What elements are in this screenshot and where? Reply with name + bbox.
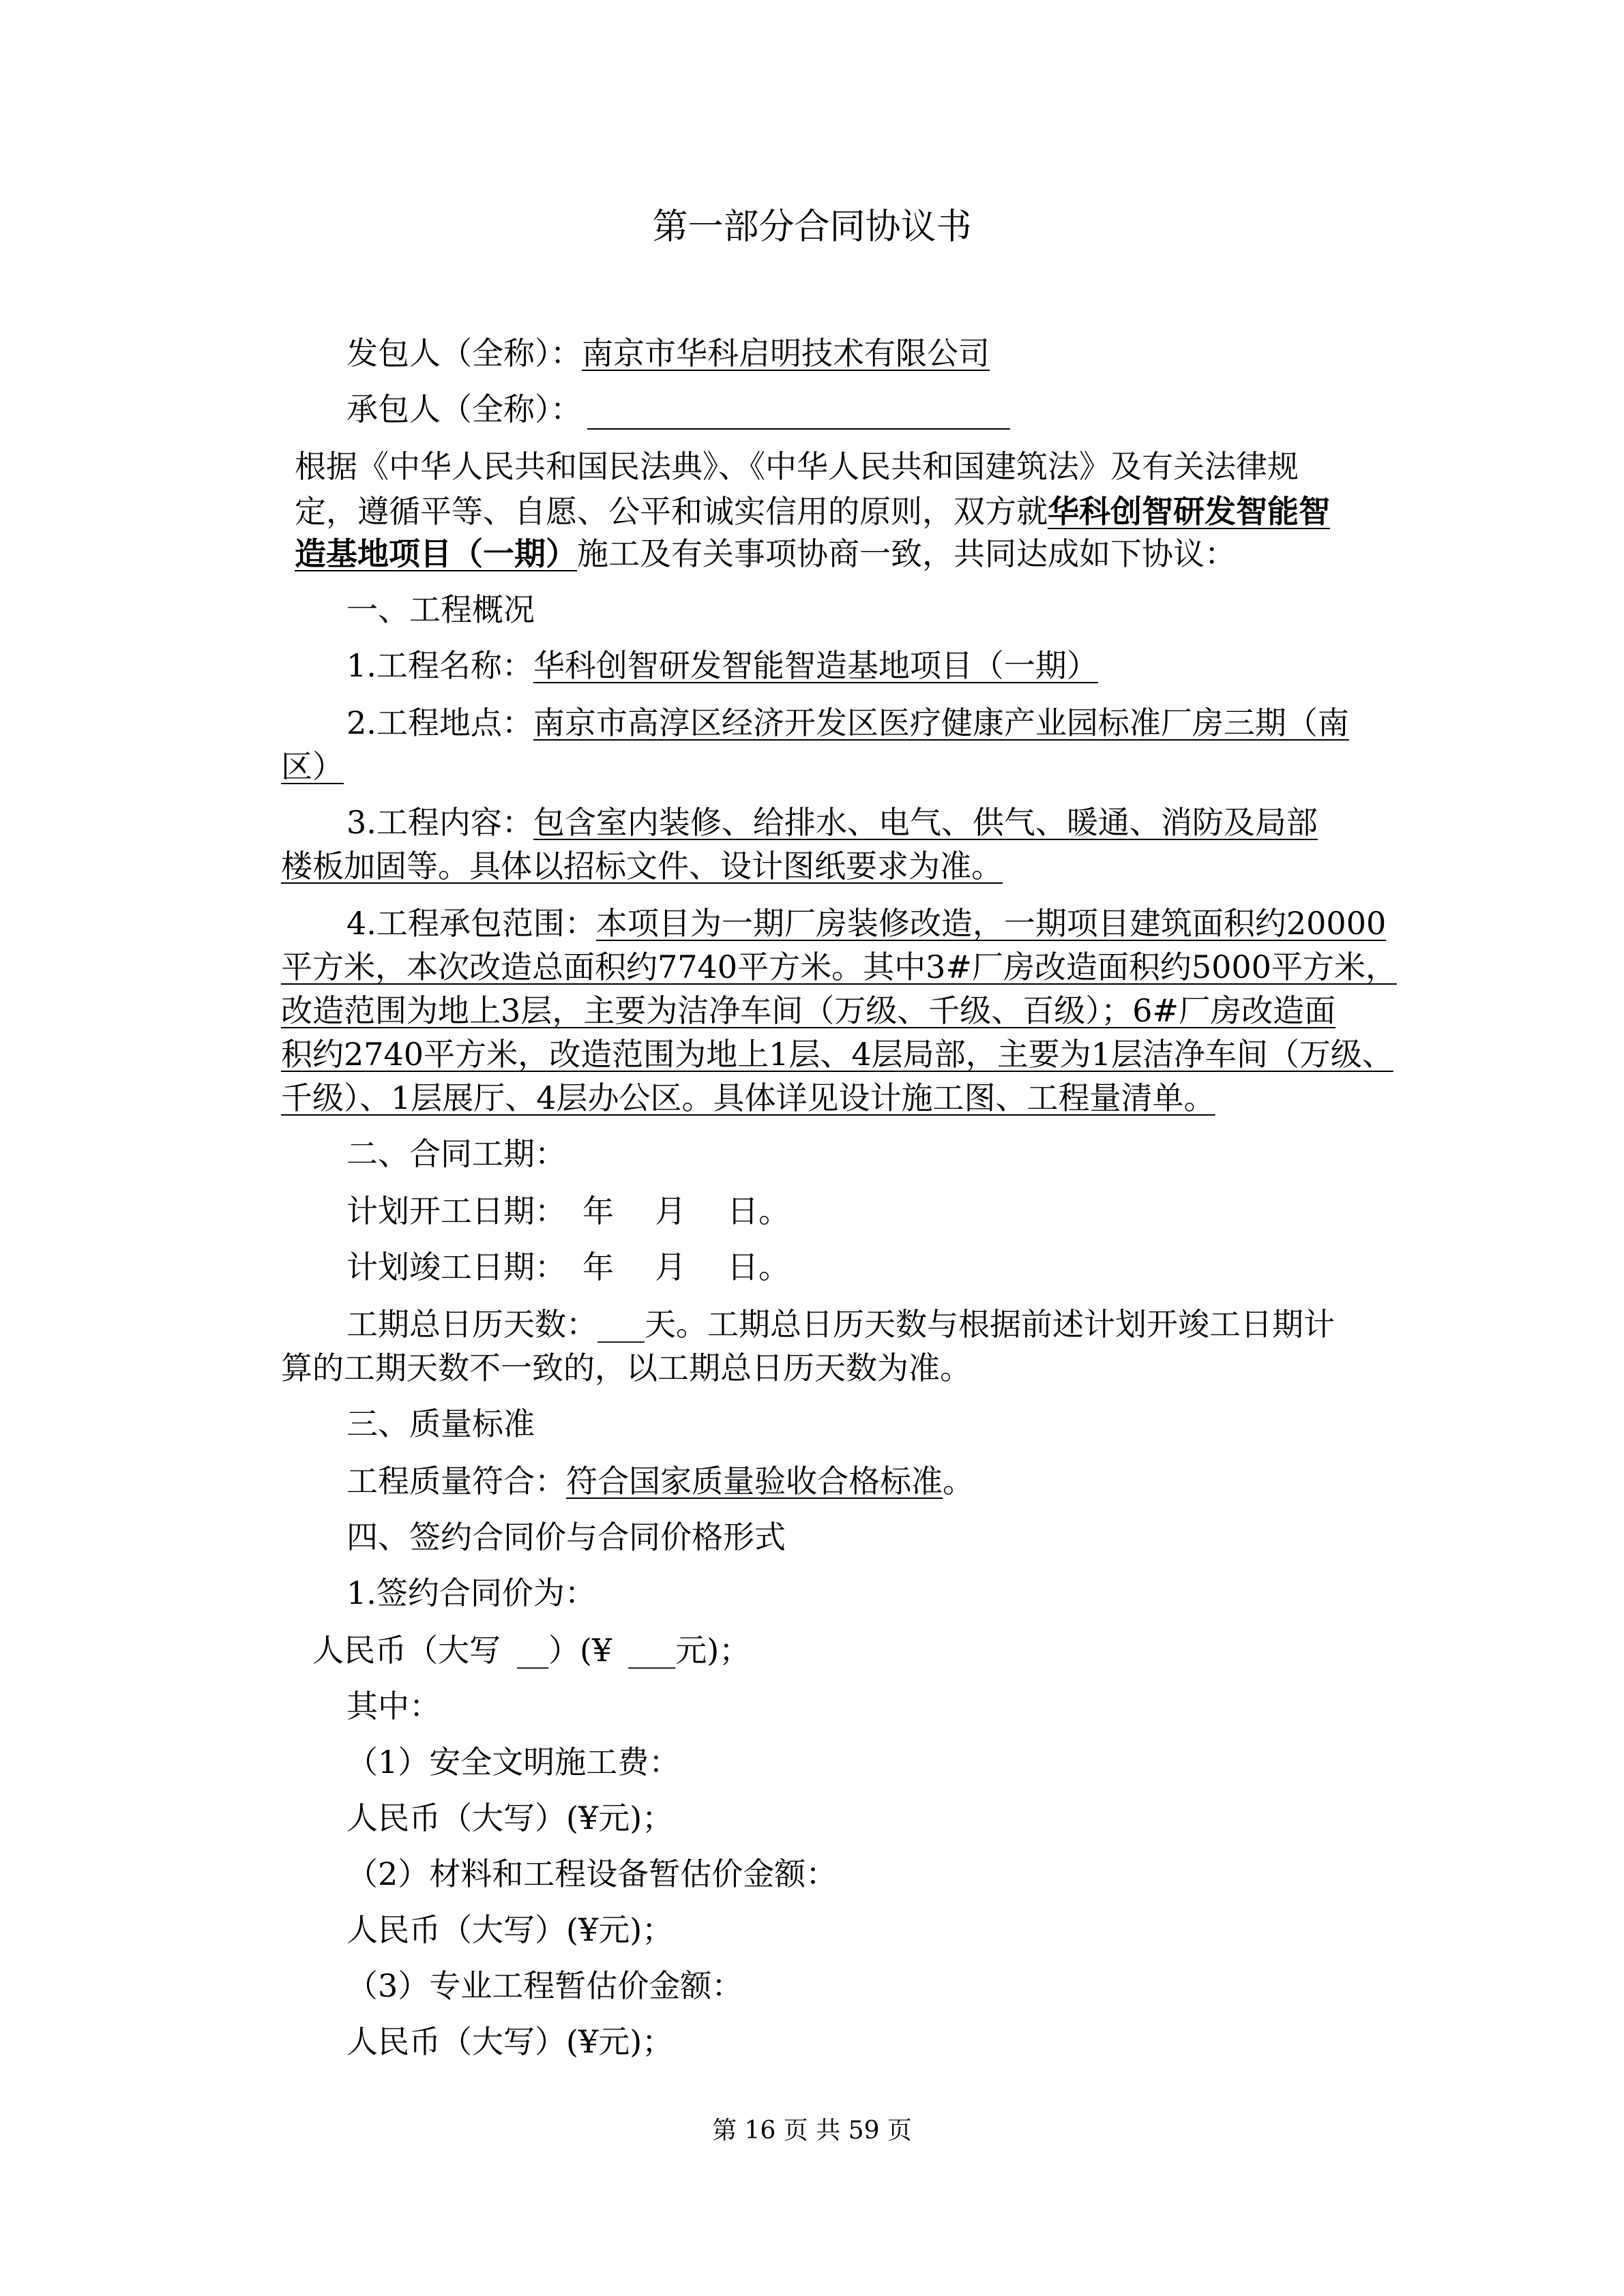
project-scope-value: 千级）、1层展厅、4层办公区。具体详见设计施工图、工程量清单。 (281, 1079, 1215, 1116)
day-label: 日。 (727, 1193, 790, 1229)
intro-text: 施工及有关事项协商一致，共同达成如下协议： (577, 535, 1236, 572)
section-1-heading: 一、工程概况 (346, 591, 535, 628)
rmb-text: 元)； (675, 1632, 751, 1669)
project-scope-label: 4.工程承包范围： (346, 905, 596, 942)
item-3-label: （3）专业工程暂估价金额： (346, 1967, 743, 2004)
employer-label: 发包人（全称）： (346, 335, 582, 372)
project-scope-line-2 (281, 946, 1397, 987)
start-date-line (346, 1191, 790, 1232)
end-date-label: 计划竣工日期： (346, 1249, 566, 1285)
intro-line-3 (295, 533, 1236, 574)
project-scope-line (346, 903, 1386, 944)
total-days-blank: ___ (597, 1306, 645, 1343)
year-label: 年 (582, 1249, 614, 1285)
project-content-value: 楼板加固等。具体以招标文件、设计图纸要求为准。 (281, 848, 1003, 884)
start-date-label: 计划开工日期： (346, 1193, 566, 1229)
item-1-rmb: 人民币（大写）(¥元)； (346, 1800, 674, 1836)
item-3-rmb: 人民币（大写）(¥元)； (346, 2023, 674, 2060)
total-days-line (346, 1304, 1335, 1345)
project-scope-value: 积约2740平方米，改造范围为地上1层、4层局部，主要为1层洁净车间（万级、 (281, 1036, 1393, 1073)
end-date-line (346, 1247, 790, 1287)
page-footer: 第 16 页 共 59 页 (712, 2117, 912, 2145)
rmb-text: 人民币（大写 (312, 1632, 501, 1669)
month-label: 月 (655, 1193, 686, 1229)
quality-end: 。 (943, 1463, 974, 1500)
project-site-line-2 (281, 746, 344, 787)
item-1-label: （1）安全文明施工费： (346, 1744, 681, 1780)
rmb-blank: __ (517, 1632, 548, 1669)
quality-value: 符合国家质量验收合格标准 (566, 1463, 943, 1500)
quality-label: 工程质量符合： (346, 1463, 566, 1500)
rmb-text: ）(¥ (548, 1632, 612, 1669)
quality-line (346, 1461, 974, 1502)
item-2-rmb: 人民币（大写）(¥元)； (346, 1911, 674, 1948)
project-name-value: 华科创智研发智能智造基地项目（一期） (533, 647, 1098, 684)
year-label: 年 (582, 1193, 614, 1229)
total-days-line-2: 算的工期天数不一致的，以工期总日历天数为准。 (281, 1350, 971, 1386)
employer-line (346, 333, 990, 374)
item-2-label: （2）材料和工程设备暂估价金额： (346, 1855, 838, 1892)
project-site-value: 南京市高淳区经济开发区医疗健康产业园标准厂房三期（南 (533, 704, 1349, 741)
project-content-line (346, 802, 1318, 843)
project-scope-value: 本项目为一期厂房装修改造，一期项目建筑面积约20000 (595, 905, 1387, 942)
project-name-line (346, 645, 1098, 686)
month-label: 月 (655, 1249, 686, 1285)
section-3-heading: 三、质量标准 (346, 1405, 535, 1442)
employer-name: 南京市华科启明技术有限公司 (582, 335, 990, 372)
among-label: 其中： (346, 1688, 441, 1725)
project-scope-line-3 (281, 990, 1335, 1031)
project-scope-line-4 (281, 1034, 1393, 1075)
intro-line-1: 根据《中华人民共和国民法典》、《中华人民共和国建筑法》及有关法律规 (295, 448, 1299, 485)
project-name-highlight: 造基地项目（一期） (295, 535, 577, 572)
contractor-line (346, 389, 1010, 430)
contract-price-rmb-line (312, 1630, 750, 1671)
project-site-value: 区） (281, 748, 344, 785)
project-scope-value: 平方米，本次改造总面积约7740平方米。其中3#厂房改造面积约5000平方米， (281, 949, 1397, 985)
project-site-label: 2.工程地点： (346, 704, 533, 741)
project-scope-value: 改造范围为地上3层，主要为洁净车间（万级、千级、百级）；6#厂房改造面 (281, 992, 1336, 1029)
contractor-label: 承包人（全称）： (346, 391, 582, 428)
contract-price-label: 1.签约合同价为： (346, 1575, 596, 1611)
section-2-heading: 二、合同工期： (346, 1135, 566, 1172)
project-content-label: 3.工程内容： (346, 804, 533, 841)
rmb-blank: ___ (628, 1632, 676, 1669)
day-label: 日。 (727, 1249, 790, 1285)
section-4-heading: 四、签约合同价与合同价格形式 (346, 1519, 786, 1555)
project-name-highlight: 华科创智研发智能智 (1048, 493, 1330, 530)
project-content-value: 包含室内装修、给排水、电气、供气、暖通、消防及局部 (533, 804, 1318, 841)
total-days-label: 工期总日历天数： (346, 1306, 597, 1343)
total-days-text: 天。工期总日历天数与根据前述计划开竣工日期计 (645, 1306, 1335, 1343)
intro-line-2 (295, 491, 1330, 532)
project-name-label: 1.工程名称： (346, 647, 533, 684)
project-site-line (346, 702, 1349, 743)
project-scope-line-5 (281, 1077, 1215, 1118)
intro-text: 定，遵循平等、自愿、公平和诚实信用的原则，双方就 (295, 493, 1048, 530)
page-title: 第一部分合同协议书 (652, 207, 972, 248)
contractor-blank (587, 396, 1010, 430)
project-content-line-2 (281, 846, 1003, 886)
